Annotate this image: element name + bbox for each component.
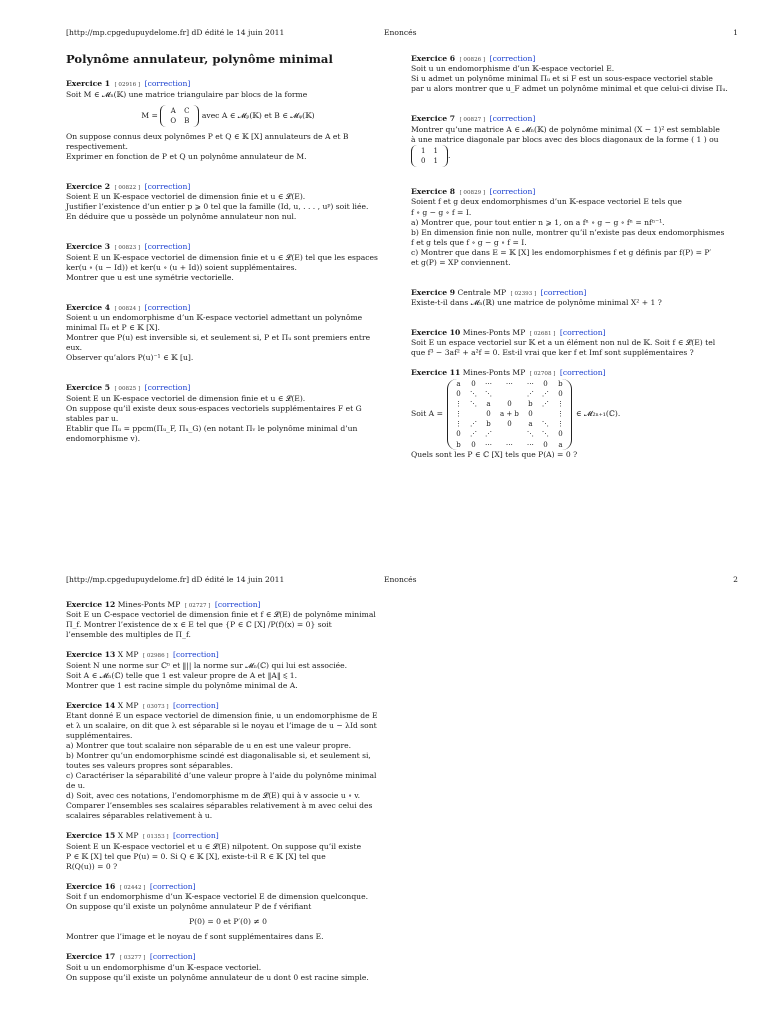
text-line: et g(P) = XP conviennent. xyxy=(411,257,511,267)
matrix-cell: ⋯ xyxy=(484,379,492,388)
text-line: Soit A ∈ 𝓜ₙ(ℂ) telle que 1 est valeur propre de A et ‖A‖ ⩽ 1. xyxy=(66,670,298,680)
matrix-cell: ⋮ xyxy=(454,400,462,409)
correction-link[interactable]: [correction] xyxy=(540,287,587,297)
exercise-13 xyxy=(66,650,390,690)
exercise-heading: Exercice 7 xyxy=(411,114,456,124)
jordan-block xyxy=(411,145,735,167)
matrix-cell: O xyxy=(170,116,177,125)
text-line: Montrer que u est une symétrie vectorielle. xyxy=(66,272,234,282)
text-line: à une matrice diagonale par blocs avec des blocs diagonaux de la forme ( 1 ) ou xyxy=(411,134,719,144)
exercise-11 xyxy=(411,368,735,459)
text-line: b) Montrer qu’un endomorphisme scindé est diagonalisable si, et seulement si, xyxy=(66,751,371,761)
exercise-8 xyxy=(411,187,735,267)
matrix-cell: 0 xyxy=(528,410,533,419)
exercise-heading: Exercice 10 xyxy=(411,327,461,337)
matrix-cell: a xyxy=(528,420,533,429)
exercise-16 xyxy=(66,882,390,942)
exercise-tag: [ 00825 ] xyxy=(114,386,141,393)
matrix-cell: ⋱ xyxy=(484,389,492,398)
left-column xyxy=(66,52,390,454)
matrix-cell: 0 xyxy=(507,400,512,409)
matrix-cell: ⋰ xyxy=(526,389,534,398)
exercise-source: Mines-Ponts MP xyxy=(462,327,526,337)
exercise-heading: Exercice 16 xyxy=(66,881,116,891)
exercise-heading: Exercice 17 xyxy=(66,952,116,962)
text-line: l’ensemble des multiples de Π_f. xyxy=(66,630,191,640)
matrix-cell: ⋰ xyxy=(541,389,549,398)
text-line: En déduire que u possède un polynôme annulateur non nul. xyxy=(66,212,297,222)
matrix-cell: 0 xyxy=(471,379,476,388)
display-equation: P(0) = 0 et P′(0) ≠ 0 xyxy=(189,917,267,927)
text-line: endomorphisme v). xyxy=(66,433,141,443)
text-line: par u alors montrer que u_F admet un polynôme minimal et que celui-ci divise Πᵤ. xyxy=(411,84,728,94)
exercise-source: X MP xyxy=(117,700,139,710)
correction-link[interactable]: [correction] xyxy=(144,302,191,312)
exercise-tag: [ 00823 ] xyxy=(114,245,141,252)
text-line: Π_f. Montrer l’existence de x ∈ E tel que {P ∈ ℂ [X] /P(f)(x) = 0} soit xyxy=(66,620,332,630)
text-line: a) Montrer que tout scalaire non séparable de u en est une valeur propre. xyxy=(66,741,352,751)
text-line: Justifier l’existence d’un entier p ⩾ 0 tel que la famille (Id, u, . . . , uᵖ) soit liée. xyxy=(66,202,369,212)
text-line: de u. xyxy=(66,781,86,791)
exercise-tag: [ 02681 ] xyxy=(529,330,556,337)
exercise-tag: [ 00826 ] xyxy=(459,57,486,63)
correction-link[interactable]: [correction] xyxy=(173,700,219,710)
page-header xyxy=(66,575,738,589)
matrix-cell: a + b xyxy=(499,410,519,419)
matrix-cell: 0 xyxy=(471,440,476,449)
exercise-heading: Exercice 15 xyxy=(66,831,116,841)
matrix-cell: ⋮ xyxy=(556,410,564,419)
text-line: c) Montrer que dans E = 𝕂 [X] les endomorphismes f et g définis par f(P) = P′ xyxy=(411,247,712,257)
text-line: et λ un scalaire, on dit que λ est séparable si le noyau et l’image de u − λId sont xyxy=(66,721,377,731)
matrix-cell: b xyxy=(528,400,533,409)
exercise-tag: [ 02986 ] xyxy=(142,653,169,660)
exercise-tag: [ 00824 ] xyxy=(114,305,141,312)
correction-link[interactable]: [correction] xyxy=(559,368,606,378)
matrix-cell: A xyxy=(170,106,176,115)
matrix-cell: ⋱ xyxy=(469,400,477,409)
eq-prefix: Soit A = xyxy=(411,409,443,419)
matrix-cell: 0 xyxy=(543,379,548,388)
matrix-cell: ⋰ xyxy=(484,430,492,439)
large-matrix xyxy=(447,379,572,450)
text-line: Soient N une norme sur ℂⁿ et ‖|| la norme sur 𝓜ₙ(ℂ) qui lui est associée. xyxy=(66,660,348,670)
page-number: 1 xyxy=(733,28,738,37)
matrix-cell: C xyxy=(184,106,190,115)
text-line: Existe-t-il dans 𝓜ₙ(ℝ) une matrice de polynôme minimal X² + 1 ? xyxy=(411,297,662,307)
exercise-heading: Exercice 8 xyxy=(411,187,456,197)
matrix-cell: a xyxy=(456,379,461,388)
matrix-definition xyxy=(411,379,735,450)
text-line: f ∘ g − g ∘ f = I. xyxy=(411,207,472,217)
matrix-cell: a xyxy=(486,400,491,409)
matrix-cell xyxy=(538,409,553,419)
matrix-cell: ⋯ xyxy=(505,440,513,449)
header-section: Enoncés xyxy=(384,28,417,37)
exercise-source: Mines-Ponts MP xyxy=(117,600,181,609)
left-column xyxy=(66,600,390,993)
exercise-heading: Exercice 12 xyxy=(66,600,116,609)
exercise-tag: [ 02708 ] xyxy=(529,371,556,378)
text-line: b) En dimension finie non nulle, montrer qu’il n’existe pas deux endomorphismes xyxy=(411,227,725,237)
matrix-cell: 1 xyxy=(433,146,438,155)
text-line: respectivement. xyxy=(66,141,128,151)
block-matrix-equation xyxy=(66,105,390,127)
exercise-tag: [ 03073 ] xyxy=(142,703,169,710)
correction-link[interactable]: [correction] xyxy=(149,881,196,891)
exercise-10 xyxy=(411,328,735,358)
matrix-cell: ⋱ xyxy=(541,430,549,439)
matrix-cell: a xyxy=(558,440,563,449)
correction-link[interactable]: [correction] xyxy=(489,54,536,63)
block-matrix xyxy=(160,105,199,127)
text-line: Soient E un 𝕂-espace vectoriel de dimension finie et u ∈ 𝓛(E) tel que les espaces xyxy=(66,252,378,262)
matrix-cell: ⋮ xyxy=(556,400,564,409)
matrix-cell: 0 xyxy=(456,430,461,439)
exercise-tag: [ 03277 ] xyxy=(119,955,146,962)
matrix-cell: ⋯ xyxy=(484,440,492,449)
exercise-heading: Exercice 1 xyxy=(66,79,111,89)
correction-link[interactable]: [correction] xyxy=(489,187,536,197)
matrix-cell: ⋱ xyxy=(469,389,477,398)
exercise-tag: [ 01353 ] xyxy=(142,834,169,841)
text-line: f et g tels que f ∘ g − g ∘ f = I. xyxy=(411,237,527,247)
correction-link[interactable]: [correction] xyxy=(144,79,191,89)
header-section: Enoncés xyxy=(384,575,417,584)
matrix-cell: 1 xyxy=(433,156,438,165)
correction-link[interactable]: [correction] xyxy=(149,952,196,962)
matrix-cell: ⋱ xyxy=(541,420,549,429)
text-line: Etant donné E un espace vectoriel de dimension finie, u un endomorphisme de E xyxy=(66,711,378,721)
eq-suffix: ∈ 𝓜₂ₙ₊₁(ℂ). xyxy=(575,409,621,419)
exercise-heading: Exercice 5 xyxy=(66,383,111,393)
exercise-3 xyxy=(66,242,390,282)
text-line: Montrer que 1 est racine simple du polynôme minimal de A. xyxy=(66,680,298,690)
exercise-1 xyxy=(66,79,390,162)
text-line: toutes ses valeurs propres sont séparables. xyxy=(66,761,233,771)
matrix-cell: ⋯ xyxy=(505,379,513,388)
correction-link[interactable]: [correction] xyxy=(489,114,536,124)
text-line: supplémentaires. xyxy=(66,731,133,741)
matrix-cell: b xyxy=(486,420,491,429)
matrix-cell: 1 xyxy=(421,146,426,155)
exercise-6 xyxy=(411,54,735,94)
correction-link[interactable]: [correction] xyxy=(144,182,191,192)
text-line: stables par u. xyxy=(66,413,119,423)
text-line: Montrer qu’une matrice A ∈ 𝓜ₙ(𝕂) de polynôme minimal (X − 1)² est semblable xyxy=(411,124,720,134)
text-line: a) Montrer que, pour tout entier n ⩾ 1, on a fⁿ ∘ g − g ∘ fⁿ = nfⁿ⁻¹. xyxy=(411,217,665,227)
exercise-heading: Exercice 13 xyxy=(66,650,116,660)
matrix-cell: 0 xyxy=(543,440,548,449)
text-line: R(Q(u)) = 0 ? xyxy=(66,861,118,871)
correction-link[interactable]: [correction] xyxy=(214,600,261,609)
correction-link[interactable]: [correction] xyxy=(173,831,219,841)
text-line: Soit u un endomorphisme d’un 𝕂-espace vectoriel E. xyxy=(411,64,615,74)
matrix-cell xyxy=(496,389,523,399)
jordan-matrix xyxy=(411,145,451,167)
text-line: eux. xyxy=(66,343,83,353)
page-title: Polynôme annulateur, polynôme minimal xyxy=(66,52,333,66)
exercise-source: X MP xyxy=(117,831,139,841)
matrix-cell: ⋮ xyxy=(454,420,462,429)
exercise-tag: [ 02916 ] xyxy=(114,82,141,89)
exercise-heading: Exercice 14 xyxy=(66,700,116,710)
text-line: Soit M ∈ 𝓜ₙ(𝕂) une matrice triangulaire par blocs de la forme xyxy=(66,89,308,99)
matrix-cell: ⋰ xyxy=(469,420,477,429)
right-column xyxy=(411,54,735,470)
text-line: c) Caractériser la séparabilité d’une valeur propre à l’aide du polynôme minimal xyxy=(66,771,377,781)
exercise-12 xyxy=(66,600,390,640)
text-line: Quels sont les P ∈ ℂ [X] tels que P(A) = 0 ? xyxy=(411,449,578,459)
matrix-cell: 0 xyxy=(456,389,461,398)
matrix-cell: b xyxy=(558,379,563,388)
matrix-cell: ⋮ xyxy=(556,420,564,429)
text-line: Montrer que l’image et le noyau de f sont supplémentaires dans E. xyxy=(66,932,324,942)
text-line: Montrer que P(u) est inversible si, et seulement si, P et Πᵤ sont premiers entre xyxy=(66,333,371,343)
matrix-cell xyxy=(496,429,523,439)
correction-link[interactable]: [correction] xyxy=(144,242,191,252)
text-line: Exprimer en fonction de P et Q un polynôme annulateur de M. xyxy=(66,152,307,161)
text-line: Comparer l’ensembles ses scalaires séparables relativement à m avec celui des xyxy=(66,801,373,811)
exercise-5 xyxy=(66,383,390,443)
text-line: Etablir que Πᵤ = ppcm(Πᵤ_F, Πᵤ_G) (en notant Πᵥ le polynôme minimal d’un xyxy=(66,423,358,433)
eq-suffix: avec A ∈ 𝓜ₚ(𝕂) et B ∈ 𝓜ᵩ(𝕂) xyxy=(201,110,315,120)
header-source: [http://mp.cpgedupuydelome.fr] dD édité le 14 juin 2011 xyxy=(66,575,285,584)
exercise-2 xyxy=(66,182,390,222)
page-2 xyxy=(0,575,768,1024)
exercise-tag: [ 00829 ] xyxy=(459,190,486,197)
matrix-cell: B xyxy=(184,116,190,125)
eq-prefix: M = xyxy=(141,110,158,120)
exercise-tag: [ 02727 ] xyxy=(184,603,211,609)
matrix-cell: 0 xyxy=(558,389,563,398)
matrix-cell: 0 xyxy=(486,410,491,419)
exercise-heading: Exercice 6 xyxy=(411,54,456,63)
exercise-7 xyxy=(411,114,735,167)
matrix-cell: 0 xyxy=(507,420,512,429)
text-line: Soit u un endomorphisme d’un 𝕂-espace vectoriel. xyxy=(66,962,262,972)
exercise-tag: [ 02442 ] xyxy=(119,884,146,891)
page-header xyxy=(66,28,738,42)
exercise-heading: Exercice 3 xyxy=(66,242,111,252)
text-line: ker(u ∘ (u − Id)) et ker(u ∘ (u + Id)) soient supplémentaires. xyxy=(66,262,297,272)
exercise-heading: Exercice 2 xyxy=(66,182,111,192)
exercise-source: X MP xyxy=(117,650,139,660)
text-line: Soit f un endomorphisme d’un 𝕂-espace vectoriel E de dimension quelconque. xyxy=(66,892,368,902)
text-line: Soient E un 𝕂-espace vectoriel de dimension finie et u ∈ 𝓛(E). xyxy=(66,192,306,202)
matrix-cell: ⋰ xyxy=(469,430,477,439)
text-line: Soient E un 𝕂-espace vectoriel et u ∈ 𝓛(E) nilpotent. On suppose qu’il existe xyxy=(66,841,362,851)
exercise-tag: [ 02393 ] xyxy=(510,290,537,297)
text-line: On suppose connus deux polynômes P et Q ∈ 𝕂 [X] annulateurs de A et B xyxy=(66,131,349,141)
matrix-cell: ⋯ xyxy=(526,440,534,449)
text-line: que f³ − 3af² + a²f = 0. Est-il vrai que ker f et Imf sont supplémentaires ? xyxy=(411,348,694,358)
text-line: Soient u un endomorphisme d’un 𝕂-espace vectoriel admettant un polynôme xyxy=(66,313,363,323)
text-line: Observer qu’alors P(u)⁻¹ ∈ 𝕂 [u]. xyxy=(66,353,194,363)
matrix-cell: ⋯ xyxy=(526,379,534,388)
text-line: On suppose qu’il existe un polynôme annulateur P de f vérifiant xyxy=(66,902,312,912)
exercise-source: Mines-Ponts MP xyxy=(462,368,526,378)
exercise-tag: [ 00822 ] xyxy=(114,185,141,192)
text-line: minimal Πᵤ et P ∈ 𝕂 [X]. xyxy=(66,323,160,333)
matrix-cell: ⋰ xyxy=(541,400,549,409)
exercise-17 xyxy=(66,952,390,982)
correction-link[interactable]: [correction] xyxy=(559,327,606,337)
text-line: d) Soit, avec ces notations, l’endomorphisme m de 𝓛(E) qui à v associe u ∘ v. xyxy=(66,791,361,801)
text-line: On suppose qu’il existe deux sous-espaces vectoriels supplémentaires F et G xyxy=(66,403,362,413)
exercise-14 xyxy=(66,701,390,822)
large-matrix-table xyxy=(451,379,568,450)
matrix-cell: ⋮ xyxy=(454,410,462,419)
matrix-cell: b xyxy=(456,440,461,449)
matrix-cell: 0 xyxy=(421,156,426,165)
exercise-4 xyxy=(66,303,390,363)
correction-link[interactable]: [correction] xyxy=(144,383,191,393)
correction-link[interactable]: [correction] xyxy=(173,650,219,660)
text-line: Si u admet un polynôme minimal Πᵤ et si F est un sous-espace vectoriel stable xyxy=(411,74,713,84)
text-line: Soit E un espace vectoriel sur 𝕂 et a un élément non nul de 𝕂. Soit f ∈ 𝓛(E) tel xyxy=(411,338,716,348)
header-source: [http://mp.cpgedupuydelome.fr] dD édité le 14 juin 2011 xyxy=(66,28,285,37)
text-line: Soient f et g deux endomorphismes d’un 𝕂-espace vectoriel E tels que xyxy=(411,197,682,207)
text-line: Soit E un ℂ-espace vectoriel de dimension finie et f ∈ 𝓛(E) de polynôme minimal xyxy=(66,610,376,620)
exercise-9 xyxy=(411,288,735,308)
text-line: scalaires séparables relativement à u. xyxy=(66,811,213,821)
exercise-heading: Exercice 4 xyxy=(66,302,111,312)
exercise-heading: Exercice 11 xyxy=(411,368,461,378)
text-line: On suppose qu’il existe un polynôme annulateur de u dont 0 est racine simple. xyxy=(66,972,369,982)
text-line: P ∈ 𝕂 [X] tel que P(u) = 0. Si Q ∈ 𝕂 [X], existe-t-il R ∈ 𝕂 [X] tel que xyxy=(66,851,326,861)
exercise-heading: Exercice 9 xyxy=(411,287,456,297)
text-line: Soient E un 𝕂-espace vectoriel de dimension finie et u ∈ 𝓛(E). xyxy=(66,393,306,403)
exercise-15 xyxy=(66,831,390,871)
exercise-source: Centrale MP xyxy=(457,287,507,297)
matrix-cell xyxy=(466,409,481,419)
matrix-cell: ⋱ xyxy=(526,430,534,439)
page-number: 2 xyxy=(733,575,738,584)
text-punct: . xyxy=(447,150,451,160)
matrix-cell: 0 xyxy=(558,430,563,439)
exercise-tag: [ 00827 ] xyxy=(459,117,486,124)
